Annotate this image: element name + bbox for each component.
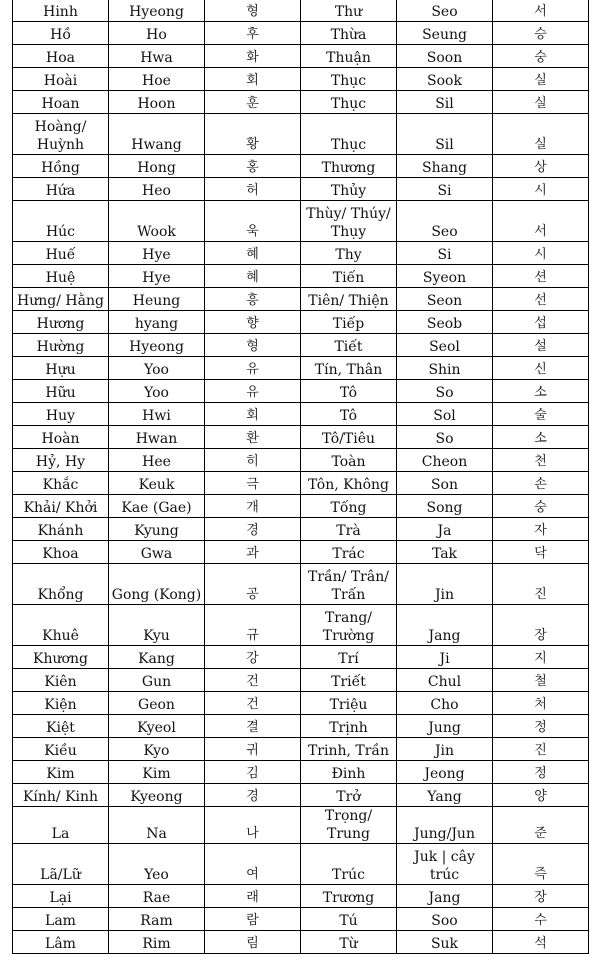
romanized-name-cell: Gong (Kong) bbox=[109, 564, 205, 605]
romanized-name-cell: Juk | cây trúc bbox=[397, 844, 493, 885]
romanized-name-cell: Kim bbox=[109, 761, 205, 784]
korean-name-cell: 손 bbox=[493, 472, 589, 495]
table-row bbox=[13, 242, 589, 265]
vietnamese-name-cell: Trác bbox=[301, 541, 397, 564]
table-row bbox=[13, 931, 589, 954]
korean-name-cell: 철 bbox=[493, 669, 589, 692]
table-row bbox=[13, 541, 589, 564]
korean-name-cell: 공 bbox=[205, 564, 301, 605]
romanized-name-cell: Shang bbox=[397, 155, 493, 178]
romanized-name-cell: Chul bbox=[397, 669, 493, 692]
romanized-name-cell: Yoo bbox=[109, 357, 205, 380]
table-row bbox=[13, 715, 589, 738]
romanized-name-cell: Si bbox=[397, 242, 493, 265]
romanized-name-cell: Song bbox=[397, 495, 493, 518]
table-row bbox=[13, 885, 589, 908]
romanized-name-cell: Hoe bbox=[109, 68, 205, 91]
vietnamese-name-cell: Tô bbox=[301, 403, 397, 426]
vietnamese-name-cell: Trúc bbox=[301, 844, 397, 885]
vietnamese-name-cell: Khánh bbox=[13, 518, 109, 541]
romanized-name-cell: Sook bbox=[397, 68, 493, 91]
romanized-name-cell: Ja bbox=[397, 518, 493, 541]
table-body bbox=[13, 0, 589, 954]
korean-name-cell: 술 bbox=[493, 403, 589, 426]
korean-name-cell: 김 bbox=[205, 761, 301, 784]
romanized-name-cell: Keuk bbox=[109, 472, 205, 495]
korean-name-cell: 승 bbox=[493, 22, 589, 45]
korean-name-cell: 석 bbox=[493, 931, 589, 954]
korean-name-cell: 규 bbox=[205, 605, 301, 646]
korean-name-cell: 형 bbox=[205, 334, 301, 357]
korean-name-cell: 선 bbox=[493, 288, 589, 311]
korean-name-cell: 유 bbox=[205, 357, 301, 380]
vietnamese-name-cell: Tô/Tiêu bbox=[301, 426, 397, 449]
table-row bbox=[13, 334, 589, 357]
romanized-name-cell: Cho bbox=[397, 692, 493, 715]
vietnamese-name-cell: Huệ bbox=[13, 265, 109, 288]
korean-name-cell: 설 bbox=[493, 334, 589, 357]
vietnamese-name-cell: Húc bbox=[13, 201, 109, 242]
table-row bbox=[13, 22, 589, 45]
korean-name-cell: 황 bbox=[205, 114, 301, 155]
vietnamese-name-cell: Khắc bbox=[13, 472, 109, 495]
vietnamese-name-cell: Lã/Lữ bbox=[13, 844, 109, 885]
romanized-name-cell: Gwa bbox=[109, 541, 205, 564]
korean-name-cell: 욱 bbox=[205, 201, 301, 242]
romanized-name-cell: Cheon bbox=[397, 449, 493, 472]
romanized-name-cell: Si bbox=[397, 178, 493, 201]
romanized-name-cell: Shin bbox=[397, 357, 493, 380]
korean-name-cell: 상 bbox=[493, 155, 589, 178]
vietnamese-name-cell: Trí bbox=[301, 646, 397, 669]
romanized-name-cell: Hwi bbox=[109, 403, 205, 426]
table-row bbox=[13, 426, 589, 449]
vietnamese-name-cell: Thục bbox=[301, 114, 397, 155]
romanized-name-cell: Geon bbox=[109, 692, 205, 715]
romanized-name-cell: Jang bbox=[397, 605, 493, 646]
table-row bbox=[13, 784, 589, 807]
table-row bbox=[13, 155, 589, 178]
korean-name-cell: 지 bbox=[493, 646, 589, 669]
table-row bbox=[13, 403, 589, 426]
romanized-name-cell: Kyung bbox=[109, 518, 205, 541]
romanized-name-cell: hyang bbox=[109, 311, 205, 334]
romanized-name-cell: Yoo bbox=[109, 380, 205, 403]
table-row bbox=[13, 357, 589, 380]
vietnamese-name-cell: Hỷ, Hy bbox=[13, 449, 109, 472]
korean-name-cell: 천 bbox=[493, 449, 589, 472]
korean-name-cell: 경 bbox=[205, 518, 301, 541]
vietnamese-name-cell: Thùy/ Thúy/ Thụy bbox=[301, 201, 397, 242]
table-row bbox=[13, 45, 589, 68]
korean-name-cell: 강 bbox=[205, 646, 301, 669]
korean-name-cell: 섭 bbox=[493, 311, 589, 334]
vietnamese-name-cell: La bbox=[13, 807, 109, 844]
vietnamese-name-cell: Triết bbox=[301, 669, 397, 692]
romanized-name-cell: Hyeong bbox=[109, 0, 205, 22]
korean-name-cell: 래 bbox=[205, 885, 301, 908]
korean-name-cell: 시 bbox=[493, 242, 589, 265]
korean-name-cell: 정 bbox=[493, 715, 589, 738]
vietnamese-name-cell: Hoàng/ Huỳnh bbox=[13, 114, 109, 155]
vietnamese-name-cell: Lại bbox=[13, 885, 109, 908]
vietnamese-name-cell: Thủy bbox=[301, 178, 397, 201]
korean-name-cell: 홍 bbox=[205, 155, 301, 178]
vietnamese-name-cell: Tiên/ Thiện bbox=[301, 288, 397, 311]
romanized-name-cell: Kyeong bbox=[109, 784, 205, 807]
romanized-name-cell: Seol bbox=[397, 334, 493, 357]
vietnamese-name-cell: Thục bbox=[301, 91, 397, 114]
table-row bbox=[13, 472, 589, 495]
vietnamese-name-cell: Trở bbox=[301, 784, 397, 807]
vietnamese-name-cell: Hựu bbox=[13, 357, 109, 380]
korean-name-cell: 서 bbox=[493, 201, 589, 242]
korean-name-cell: 귀 bbox=[205, 738, 301, 761]
romanized-name-cell: Heo bbox=[109, 178, 205, 201]
vietnamese-name-cell: Tiến bbox=[301, 265, 397, 288]
vietnamese-name-cell: Trinh, Trần bbox=[301, 738, 397, 761]
korean-name-cell: 림 bbox=[205, 931, 301, 954]
korean-name-cell: 향 bbox=[205, 311, 301, 334]
table-row bbox=[13, 178, 589, 201]
korean-name-cell: 장 bbox=[493, 885, 589, 908]
vietnamese-name-cell: Hoan bbox=[13, 91, 109, 114]
korean-name-cell: 회 bbox=[205, 403, 301, 426]
romanized-name-cell: Hye bbox=[109, 242, 205, 265]
romanized-name-cell: Heung bbox=[109, 288, 205, 311]
romanized-name-cell: Tak bbox=[397, 541, 493, 564]
romanized-name-cell: Jin bbox=[397, 564, 493, 605]
vietnamese-name-cell: Kiệt bbox=[13, 715, 109, 738]
korean-name-cell: 양 bbox=[493, 784, 589, 807]
vietnamese-name-cell: Khải/ Khởi bbox=[13, 495, 109, 518]
romanized-name-cell: Ho bbox=[109, 22, 205, 45]
table-row bbox=[13, 68, 589, 91]
korean-name-cell: 허 bbox=[205, 178, 301, 201]
korean-name-cell: 숭 bbox=[493, 45, 589, 68]
romanized-name-cell: Soo bbox=[397, 908, 493, 931]
vietnamese-name-cell: Hứa bbox=[13, 178, 109, 201]
romanized-name-cell: Kyo bbox=[109, 738, 205, 761]
korean-name-cell: 나 bbox=[205, 807, 301, 844]
korean-name-cell: 자 bbox=[493, 518, 589, 541]
korean-name-cell: 히 bbox=[205, 449, 301, 472]
korean-name-cell: 소 bbox=[493, 380, 589, 403]
vietnamese-name-cell: Hường bbox=[13, 334, 109, 357]
romanized-name-cell: Syeon bbox=[397, 265, 493, 288]
korean-name-cell: 람 bbox=[205, 908, 301, 931]
korean-name-cell: 신 bbox=[493, 357, 589, 380]
vietnamese-name-cell: Trọng/ Trung bbox=[301, 807, 397, 844]
romanized-name-cell: Kae (Gae) bbox=[109, 495, 205, 518]
table-row bbox=[13, 288, 589, 311]
table-row bbox=[13, 669, 589, 692]
vietnamese-name-cell: Tô bbox=[301, 380, 397, 403]
vietnamese-name-cell: Kim bbox=[13, 761, 109, 784]
vietnamese-name-cell: Hồ bbox=[13, 22, 109, 45]
korean-name-cell: 처 bbox=[493, 692, 589, 715]
korean-name-cell: 회 bbox=[205, 68, 301, 91]
vietnamese-name-cell: Từ bbox=[301, 931, 397, 954]
vietnamese-name-cell: Thương bbox=[301, 155, 397, 178]
vietnamese-name-cell: Trang/ Trường bbox=[301, 605, 397, 646]
vietnamese-name-cell: Hoài bbox=[13, 68, 109, 91]
korean-name-cell: 개 bbox=[205, 495, 301, 518]
romanized-name-cell: Yeo bbox=[109, 844, 205, 885]
romanized-name-cell: Seon bbox=[397, 288, 493, 311]
table-row bbox=[13, 646, 589, 669]
korean-name-cell: 훈 bbox=[205, 91, 301, 114]
vietnamese-name-cell: Thy bbox=[301, 242, 397, 265]
vietnamese-name-cell: Hinh bbox=[13, 0, 109, 22]
korean-name-cell: 수 bbox=[493, 908, 589, 931]
korean-name-cell: 숭 bbox=[493, 495, 589, 518]
korean-name-cell: 결 bbox=[205, 715, 301, 738]
romanized-name-cell: Seo bbox=[397, 201, 493, 242]
vietnamese-name-cell: Hồng bbox=[13, 155, 109, 178]
vietnamese-name-cell: Khổng bbox=[13, 564, 109, 605]
table-row bbox=[13, 807, 589, 844]
vietnamese-name-cell: Trịnh bbox=[301, 715, 397, 738]
table-row bbox=[13, 564, 589, 605]
table-row bbox=[13, 0, 589, 22]
romanized-name-cell: Gun bbox=[109, 669, 205, 692]
vietnamese-name-cell: Hương bbox=[13, 311, 109, 334]
romanized-name-cell: Soon bbox=[397, 45, 493, 68]
korean-name-cell: 준 bbox=[493, 807, 589, 844]
romanized-name-cell: Sil bbox=[397, 91, 493, 114]
korean-name-cell: 혜 bbox=[205, 242, 301, 265]
korean-name-cell: 여 bbox=[205, 844, 301, 885]
table-row bbox=[13, 605, 589, 646]
romanized-name-cell: Jung/Jun bbox=[397, 807, 493, 844]
romanized-name-cell: Wook bbox=[109, 201, 205, 242]
romanized-name-cell: Hee bbox=[109, 449, 205, 472]
romanized-name-cell: Suk bbox=[397, 931, 493, 954]
korean-name-cell: 건 bbox=[205, 692, 301, 715]
korean-name-cell: 극 bbox=[205, 472, 301, 495]
vietnamese-name-cell: Đinh bbox=[301, 761, 397, 784]
vietnamese-name-cell: Tín, Thân bbox=[301, 357, 397, 380]
table-row bbox=[13, 844, 589, 885]
romanized-name-cell: Rim bbox=[109, 931, 205, 954]
korean-name-cell: 형 bbox=[205, 0, 301, 22]
vietnamese-name-cell: Hưng/ Hằng bbox=[13, 288, 109, 311]
romanized-name-cell: Sol bbox=[397, 403, 493, 426]
vietnamese-name-cell: Tú bbox=[301, 908, 397, 931]
korean-name-cell: 과 bbox=[205, 541, 301, 564]
romanized-name-cell: Jang bbox=[397, 885, 493, 908]
vietnamese-name-cell: Tôn, Không bbox=[301, 472, 397, 495]
vietnamese-name-cell: Lâm bbox=[13, 931, 109, 954]
table-row bbox=[13, 692, 589, 715]
vietnamese-name-cell: Huế bbox=[13, 242, 109, 265]
vietnamese-name-cell: Hoàn bbox=[13, 426, 109, 449]
table-row bbox=[13, 518, 589, 541]
korean-name-cell: 실 bbox=[493, 91, 589, 114]
romanized-name-cell: Hong bbox=[109, 155, 205, 178]
romanized-name-cell: Seob bbox=[397, 311, 493, 334]
vietnamese-name-cell: Toàn bbox=[301, 449, 397, 472]
vietnamese-name-cell: Tống bbox=[301, 495, 397, 518]
vietnamese-name-cell: Kiên bbox=[13, 669, 109, 692]
romanized-name-cell: Kang bbox=[109, 646, 205, 669]
table-row bbox=[13, 761, 589, 784]
vietnamese-name-cell: Khoa bbox=[13, 541, 109, 564]
name-translation-table bbox=[12, 0, 589, 954]
vietnamese-name-cell: Kính/ Kinh bbox=[13, 784, 109, 807]
romanized-name-cell: Hoon bbox=[109, 91, 205, 114]
korean-name-cell: 실 bbox=[493, 114, 589, 155]
korean-name-cell: 후 bbox=[205, 22, 301, 45]
romanized-name-cell: So bbox=[397, 380, 493, 403]
vietnamese-name-cell: Khuê bbox=[13, 605, 109, 646]
table-row bbox=[13, 114, 589, 155]
korean-name-cell: 즉 bbox=[493, 844, 589, 885]
table-row bbox=[13, 908, 589, 931]
romanized-name-cell: Hwan bbox=[109, 426, 205, 449]
korean-name-cell: 장 bbox=[493, 605, 589, 646]
table-row bbox=[13, 311, 589, 334]
romanized-name-cell: Hyeong bbox=[109, 334, 205, 357]
korean-name-cell: 닥 bbox=[493, 541, 589, 564]
korean-name-cell: 시 bbox=[493, 178, 589, 201]
romanized-name-cell: Ram bbox=[109, 908, 205, 931]
table-row bbox=[13, 201, 589, 242]
romanized-name-cell: Kyeol bbox=[109, 715, 205, 738]
vietnamese-name-cell: Thừa bbox=[301, 22, 397, 45]
romanized-name-cell: Seo bbox=[397, 0, 493, 22]
table-row bbox=[13, 380, 589, 403]
table-row bbox=[13, 449, 589, 472]
vietnamese-name-cell: Kiều bbox=[13, 738, 109, 761]
romanized-name-cell: Jung bbox=[397, 715, 493, 738]
romanized-name-cell: Son bbox=[397, 472, 493, 495]
table-row bbox=[13, 738, 589, 761]
vietnamese-name-cell: Hữu bbox=[13, 380, 109, 403]
table-row bbox=[13, 495, 589, 518]
korean-name-cell: 소 bbox=[493, 426, 589, 449]
romanized-name-cell: Yang bbox=[397, 784, 493, 807]
vietnamese-name-cell: Hoa bbox=[13, 45, 109, 68]
romanized-name-cell: Jin bbox=[397, 738, 493, 761]
korean-name-cell: 실 bbox=[493, 68, 589, 91]
romanized-name-cell: Rae bbox=[109, 885, 205, 908]
romanized-name-cell: Seung bbox=[397, 22, 493, 45]
table-row bbox=[13, 91, 589, 114]
romanized-name-cell: Sil bbox=[397, 114, 493, 155]
vietnamese-name-cell: Tiếp bbox=[301, 311, 397, 334]
romanized-name-cell: Hye bbox=[109, 265, 205, 288]
korean-name-cell: 진 bbox=[493, 564, 589, 605]
korean-name-cell: 진 bbox=[493, 738, 589, 761]
romanized-name-cell: Hwa bbox=[109, 45, 205, 68]
korean-name-cell: 유 bbox=[205, 380, 301, 403]
vietnamese-name-cell: Thư bbox=[301, 0, 397, 22]
romanized-name-cell: Hwang bbox=[109, 114, 205, 155]
korean-name-cell: 흥 bbox=[205, 288, 301, 311]
korean-name-cell: 건 bbox=[205, 669, 301, 692]
vietnamese-name-cell: Huy bbox=[13, 403, 109, 426]
romanized-name-cell: Jeong bbox=[397, 761, 493, 784]
romanized-name-cell: Ji bbox=[397, 646, 493, 669]
vietnamese-name-cell: Trương bbox=[301, 885, 397, 908]
korean-name-cell: 화 bbox=[205, 45, 301, 68]
vietnamese-name-cell: Tiết bbox=[301, 334, 397, 357]
vietnamese-name-cell: Thuận bbox=[301, 45, 397, 68]
romanized-name-cell: Kyu bbox=[109, 605, 205, 646]
korean-name-cell: 환 bbox=[205, 426, 301, 449]
korean-name-cell: 서 bbox=[493, 0, 589, 22]
vietnamese-name-cell: Kiện bbox=[13, 692, 109, 715]
romanized-name-cell: Na bbox=[109, 807, 205, 844]
korean-name-cell: 경 bbox=[205, 784, 301, 807]
korean-name-cell: 혜 bbox=[205, 265, 301, 288]
vietnamese-name-cell: Khương bbox=[13, 646, 109, 669]
korean-name-cell: 션 bbox=[493, 265, 589, 288]
vietnamese-name-cell: Trà bbox=[301, 518, 397, 541]
table-row bbox=[13, 265, 589, 288]
vietnamese-name-cell: Lam bbox=[13, 908, 109, 931]
vietnamese-name-cell: Trần/ Trân/ Trấn bbox=[301, 564, 397, 605]
vietnamese-name-cell: Triệu bbox=[301, 692, 397, 715]
korean-name-cell: 정 bbox=[493, 761, 589, 784]
vietnamese-name-cell: Thục bbox=[301, 68, 397, 91]
romanized-name-cell: So bbox=[397, 426, 493, 449]
